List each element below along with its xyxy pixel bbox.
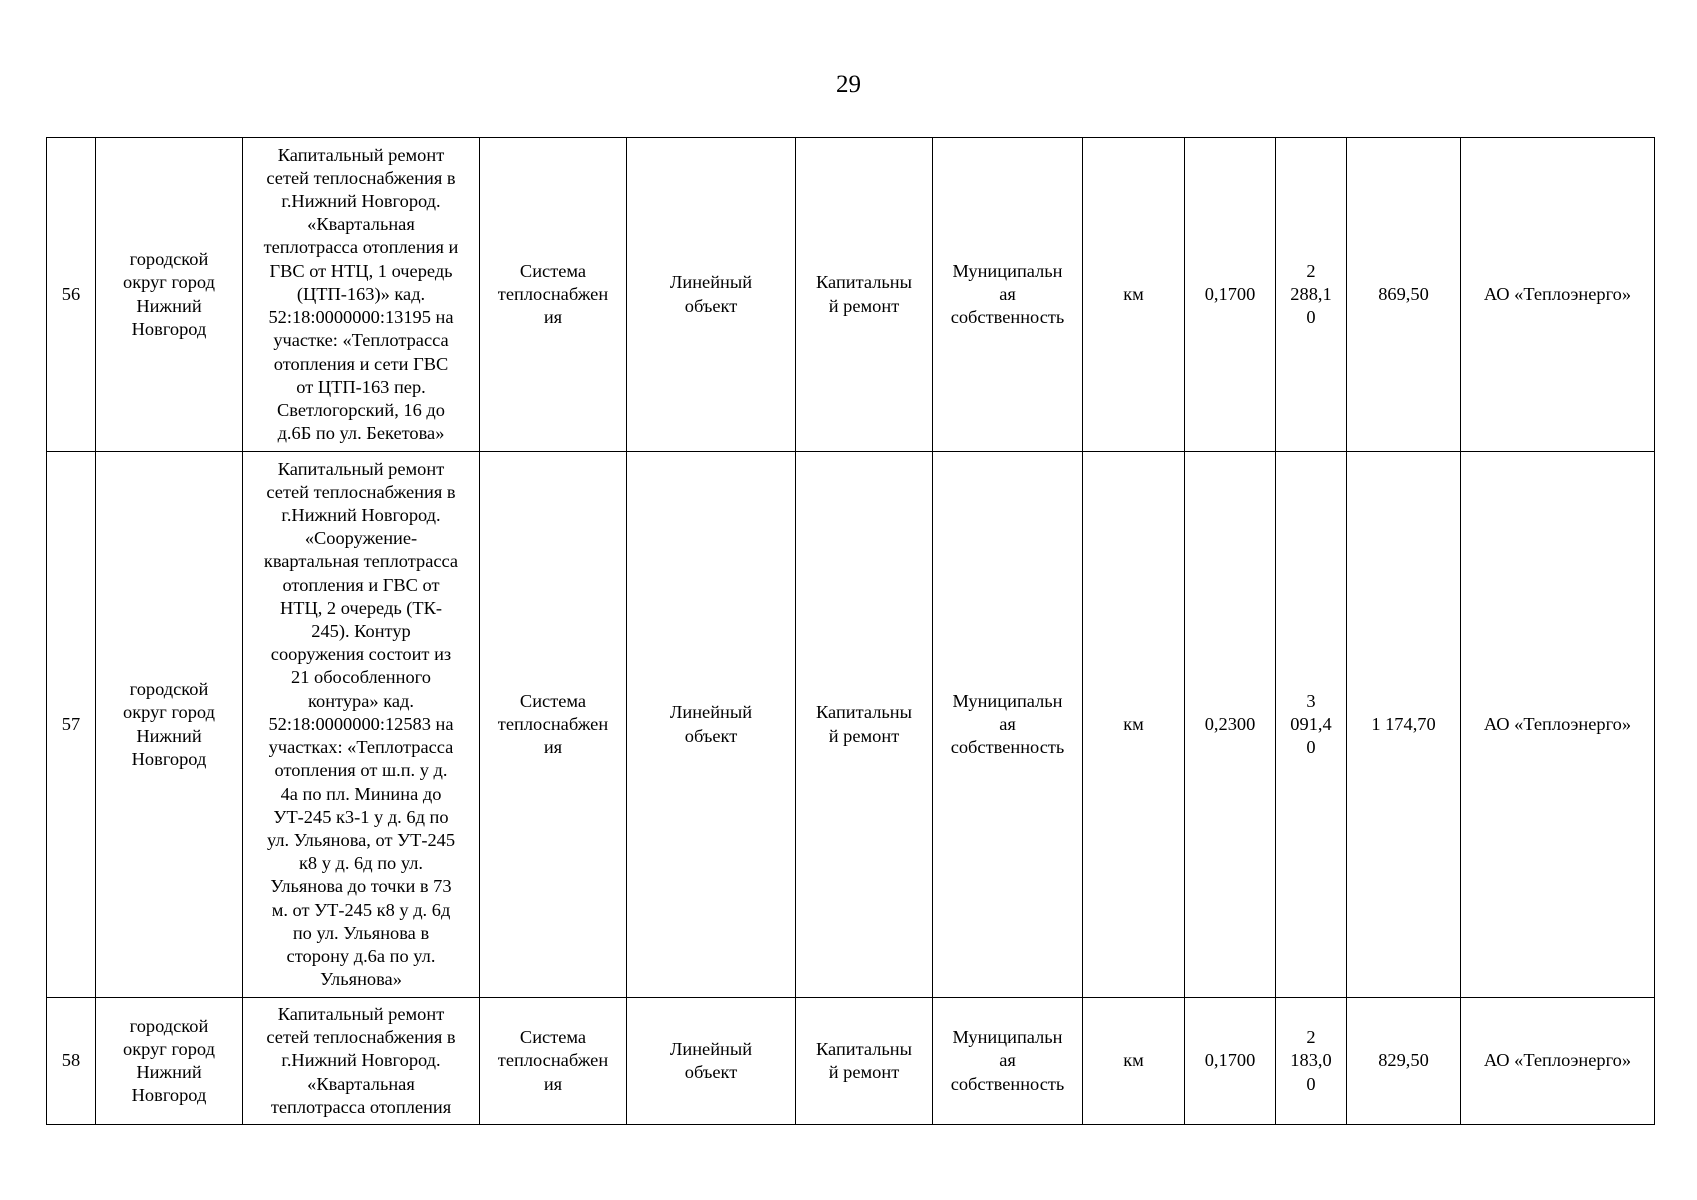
cell-line: УТ-245 к3-1 у д. 6д по bbox=[273, 806, 449, 827]
work-type-cell bbox=[796, 998, 933, 1125]
cell-line: Капитальны bbox=[816, 272, 912, 293]
cell-line: «Квартальная bbox=[307, 214, 415, 235]
cell-line: сетей теплоснабжения в bbox=[266, 481, 456, 502]
cell-line: объект bbox=[684, 725, 738, 746]
municipality-cell bbox=[96, 138, 243, 452]
table-row bbox=[47, 452, 1655, 998]
municipality-cell bbox=[96, 452, 243, 998]
cell-line: сооружения состоит из bbox=[270, 644, 452, 665]
row-number: 56 bbox=[47, 138, 96, 452]
cell-line: сторону д.6а по ул. bbox=[286, 945, 436, 966]
cell-line: Ульянова до точки в 73 bbox=[270, 876, 452, 897]
cell-line: 288,1 bbox=[1290, 283, 1332, 304]
cell-line: ия bbox=[543, 1073, 563, 1094]
cell-line: Нижний bbox=[136, 725, 202, 746]
cell-line: по ул. Ульянова в bbox=[292, 922, 430, 943]
cell-line: 21 обособленного bbox=[291, 667, 431, 688]
cell-line: Система bbox=[519, 690, 587, 711]
cell-line: й ремонт bbox=[828, 1062, 900, 1082]
cell-line: округ город bbox=[123, 1038, 215, 1059]
cell-line: 2 bbox=[1306, 1027, 1316, 1048]
ownership-cell bbox=[933, 138, 1083, 452]
description-cell bbox=[243, 452, 480, 998]
cell-line: 3 bbox=[1306, 690, 1316, 711]
cell-line: «Сооружение- bbox=[304, 528, 418, 549]
operator-cell: АО «Теплоэнерго» bbox=[1461, 998, 1655, 1125]
cell-line: участке: «Теплотрасса bbox=[273, 330, 449, 351]
cell-line: 183,0 bbox=[1290, 1050, 1332, 1071]
value-cell: 829,50 bbox=[1347, 998, 1461, 1125]
cell-line: Система bbox=[519, 260, 587, 281]
cell-line: Линейный bbox=[669, 702, 753, 723]
row-number: 57 bbox=[47, 452, 96, 998]
cell-line: контура» кад. bbox=[308, 690, 414, 711]
row-number: 58 bbox=[47, 998, 96, 1125]
cost-cell bbox=[1276, 138, 1347, 452]
cell-line: Капитальный ремонт bbox=[277, 458, 445, 479]
system-cell bbox=[480, 138, 627, 452]
page-number: 29 bbox=[836, 71, 861, 98]
cell-line: теплоснабжен bbox=[497, 1050, 609, 1071]
length-cell: 0,1700 bbox=[1185, 138, 1276, 452]
cell-line: 245). Контур bbox=[311, 621, 411, 642]
cell-line: теплотрасса отопления и bbox=[263, 237, 459, 258]
cost-cell bbox=[1276, 452, 1347, 998]
operator-cell: АО «Теплоэнерго» bbox=[1461, 452, 1655, 998]
cell-line: объект bbox=[684, 1062, 738, 1082]
cell-line: Муниципальн bbox=[952, 1027, 1063, 1048]
cell-line: отопления и ГВС от bbox=[282, 574, 440, 595]
cell-line: теплотрасса отопления bbox=[270, 1096, 452, 1117]
system-cell bbox=[480, 998, 627, 1125]
cell-line: Капитальны bbox=[816, 1038, 912, 1059]
cell-line: Новгород bbox=[131, 748, 207, 769]
table-row bbox=[47, 998, 1655, 1125]
municipality-cell bbox=[96, 998, 243, 1125]
operator-cell: АО «Теплоэнерго» bbox=[1461, 138, 1655, 452]
cell-line: Капитальный ремонт bbox=[277, 1003, 445, 1024]
table-row bbox=[47, 138, 1655, 452]
cell-line: Светлогорский, 16 до bbox=[277, 399, 445, 420]
object-type-cell bbox=[627, 138, 796, 452]
cell-line: ул. Ульянова, от УТ-245 bbox=[266, 829, 456, 850]
cell-line: Капитальны bbox=[816, 702, 912, 723]
cell-line: Нижний bbox=[136, 1062, 202, 1082]
cell-line: г.Нижний Новгород. bbox=[281, 505, 441, 526]
unit-cell: км bbox=[1083, 452, 1185, 998]
description-cell bbox=[243, 138, 480, 452]
cell-line: «Квартальная bbox=[307, 1073, 415, 1094]
cell-line: сетей теплоснабжения в bbox=[266, 1027, 456, 1048]
cell-line: Ульянова» bbox=[320, 969, 402, 990]
cell-line: Система bbox=[519, 1027, 587, 1048]
cell-line: г.Нижний Новгород. bbox=[281, 1050, 441, 1071]
cell-line: ия bbox=[543, 737, 563, 758]
cell-line: сетей теплоснабжения в bbox=[266, 167, 456, 188]
cost-cell bbox=[1276, 998, 1347, 1125]
cell-line: участках: «Теплотрасса bbox=[268, 737, 454, 758]
unit-cell: км bbox=[1083, 998, 1185, 1125]
cell-line: 0 bbox=[1306, 1073, 1316, 1094]
cell-line: от ЦТП-163 пер. bbox=[296, 376, 426, 397]
cell-line: округ город bbox=[123, 702, 215, 723]
value-cell: 869,50 bbox=[1347, 138, 1461, 452]
cell-line: 52:18:0000000:13195 на bbox=[268, 307, 454, 328]
cell-line: г.Нижний Новгород. bbox=[281, 191, 441, 212]
cell-line: 0 bbox=[1306, 307, 1316, 328]
cell-line: Новгород bbox=[131, 1085, 207, 1106]
cell-line: теплоснабжен bbox=[497, 283, 609, 304]
unit-cell: км bbox=[1083, 138, 1185, 452]
cell-line: м. от УТ-245 к8 у д. 6д bbox=[271, 899, 451, 920]
cell-line: собственность bbox=[950, 737, 1065, 758]
cell-line: НТЦ, 2 очередь (ТК- bbox=[279, 597, 443, 618]
cell-line: ая bbox=[999, 1050, 1016, 1071]
description-cell bbox=[243, 998, 480, 1125]
object-type-cell bbox=[627, 452, 796, 998]
registry-table bbox=[46, 137, 1655, 1125]
cell-line: округ город bbox=[123, 272, 215, 293]
cell-line: 0 bbox=[1306, 737, 1316, 758]
ownership-cell bbox=[933, 998, 1083, 1125]
cell-line: д.6Б по ул. Бекетова» bbox=[277, 423, 445, 444]
cell-line: ГВС от НТЦ, 1 очередь bbox=[269, 260, 453, 281]
length-cell: 0,1700 bbox=[1185, 998, 1276, 1125]
cell-line: объект bbox=[684, 295, 738, 316]
cell-line: 2 bbox=[1306, 260, 1316, 281]
cell-line: 52:18:0000000:12583 на bbox=[268, 713, 454, 734]
ownership-cell bbox=[933, 452, 1083, 998]
cell-line: ая bbox=[999, 283, 1016, 304]
cell-line: Муниципальн bbox=[952, 690, 1063, 711]
work-type-cell bbox=[796, 138, 933, 452]
cell-line: й ремонт bbox=[828, 295, 900, 316]
cell-line: городской bbox=[129, 249, 209, 270]
work-type-cell bbox=[796, 452, 933, 998]
cell-line: теплоснабжен bbox=[497, 713, 609, 734]
cell-line: Капитальный ремонт bbox=[277, 144, 445, 165]
length-cell: 0,2300 bbox=[1185, 452, 1276, 998]
value-cell: 1 174,70 bbox=[1347, 452, 1461, 998]
cell-line: й ремонт bbox=[828, 725, 900, 746]
cell-line: Линейный bbox=[669, 1038, 753, 1059]
cell-line: Нижний bbox=[136, 295, 202, 316]
cell-line: собственность bbox=[950, 307, 1065, 328]
cell-line: квартальная теплотрасса bbox=[263, 551, 459, 572]
object-type-cell bbox=[627, 998, 796, 1125]
cell-line: Линейный bbox=[669, 272, 753, 293]
system-cell bbox=[480, 452, 627, 998]
cell-line: 091,4 bbox=[1290, 713, 1332, 734]
cell-line: ая bbox=[999, 713, 1016, 734]
cell-line: Муниципальн bbox=[952, 260, 1063, 281]
cell-line: отопления и сети ГВС bbox=[273, 353, 449, 374]
cell-line: городской bbox=[129, 1015, 209, 1036]
cell-line: городской bbox=[129, 679, 209, 700]
cell-line: собственность bbox=[950, 1073, 1065, 1094]
cell-line: к8 у д. 6д по ул. bbox=[298, 853, 424, 874]
cell-line: (ЦТП-163)» кад. bbox=[296, 283, 426, 304]
cell-line: отопления от ш.п. у д. bbox=[274, 760, 448, 781]
cell-line: 4а по пл. Минина до bbox=[280, 783, 442, 804]
cell-line: Новгород bbox=[131, 318, 207, 339]
cell-line: ия bbox=[543, 307, 563, 328]
